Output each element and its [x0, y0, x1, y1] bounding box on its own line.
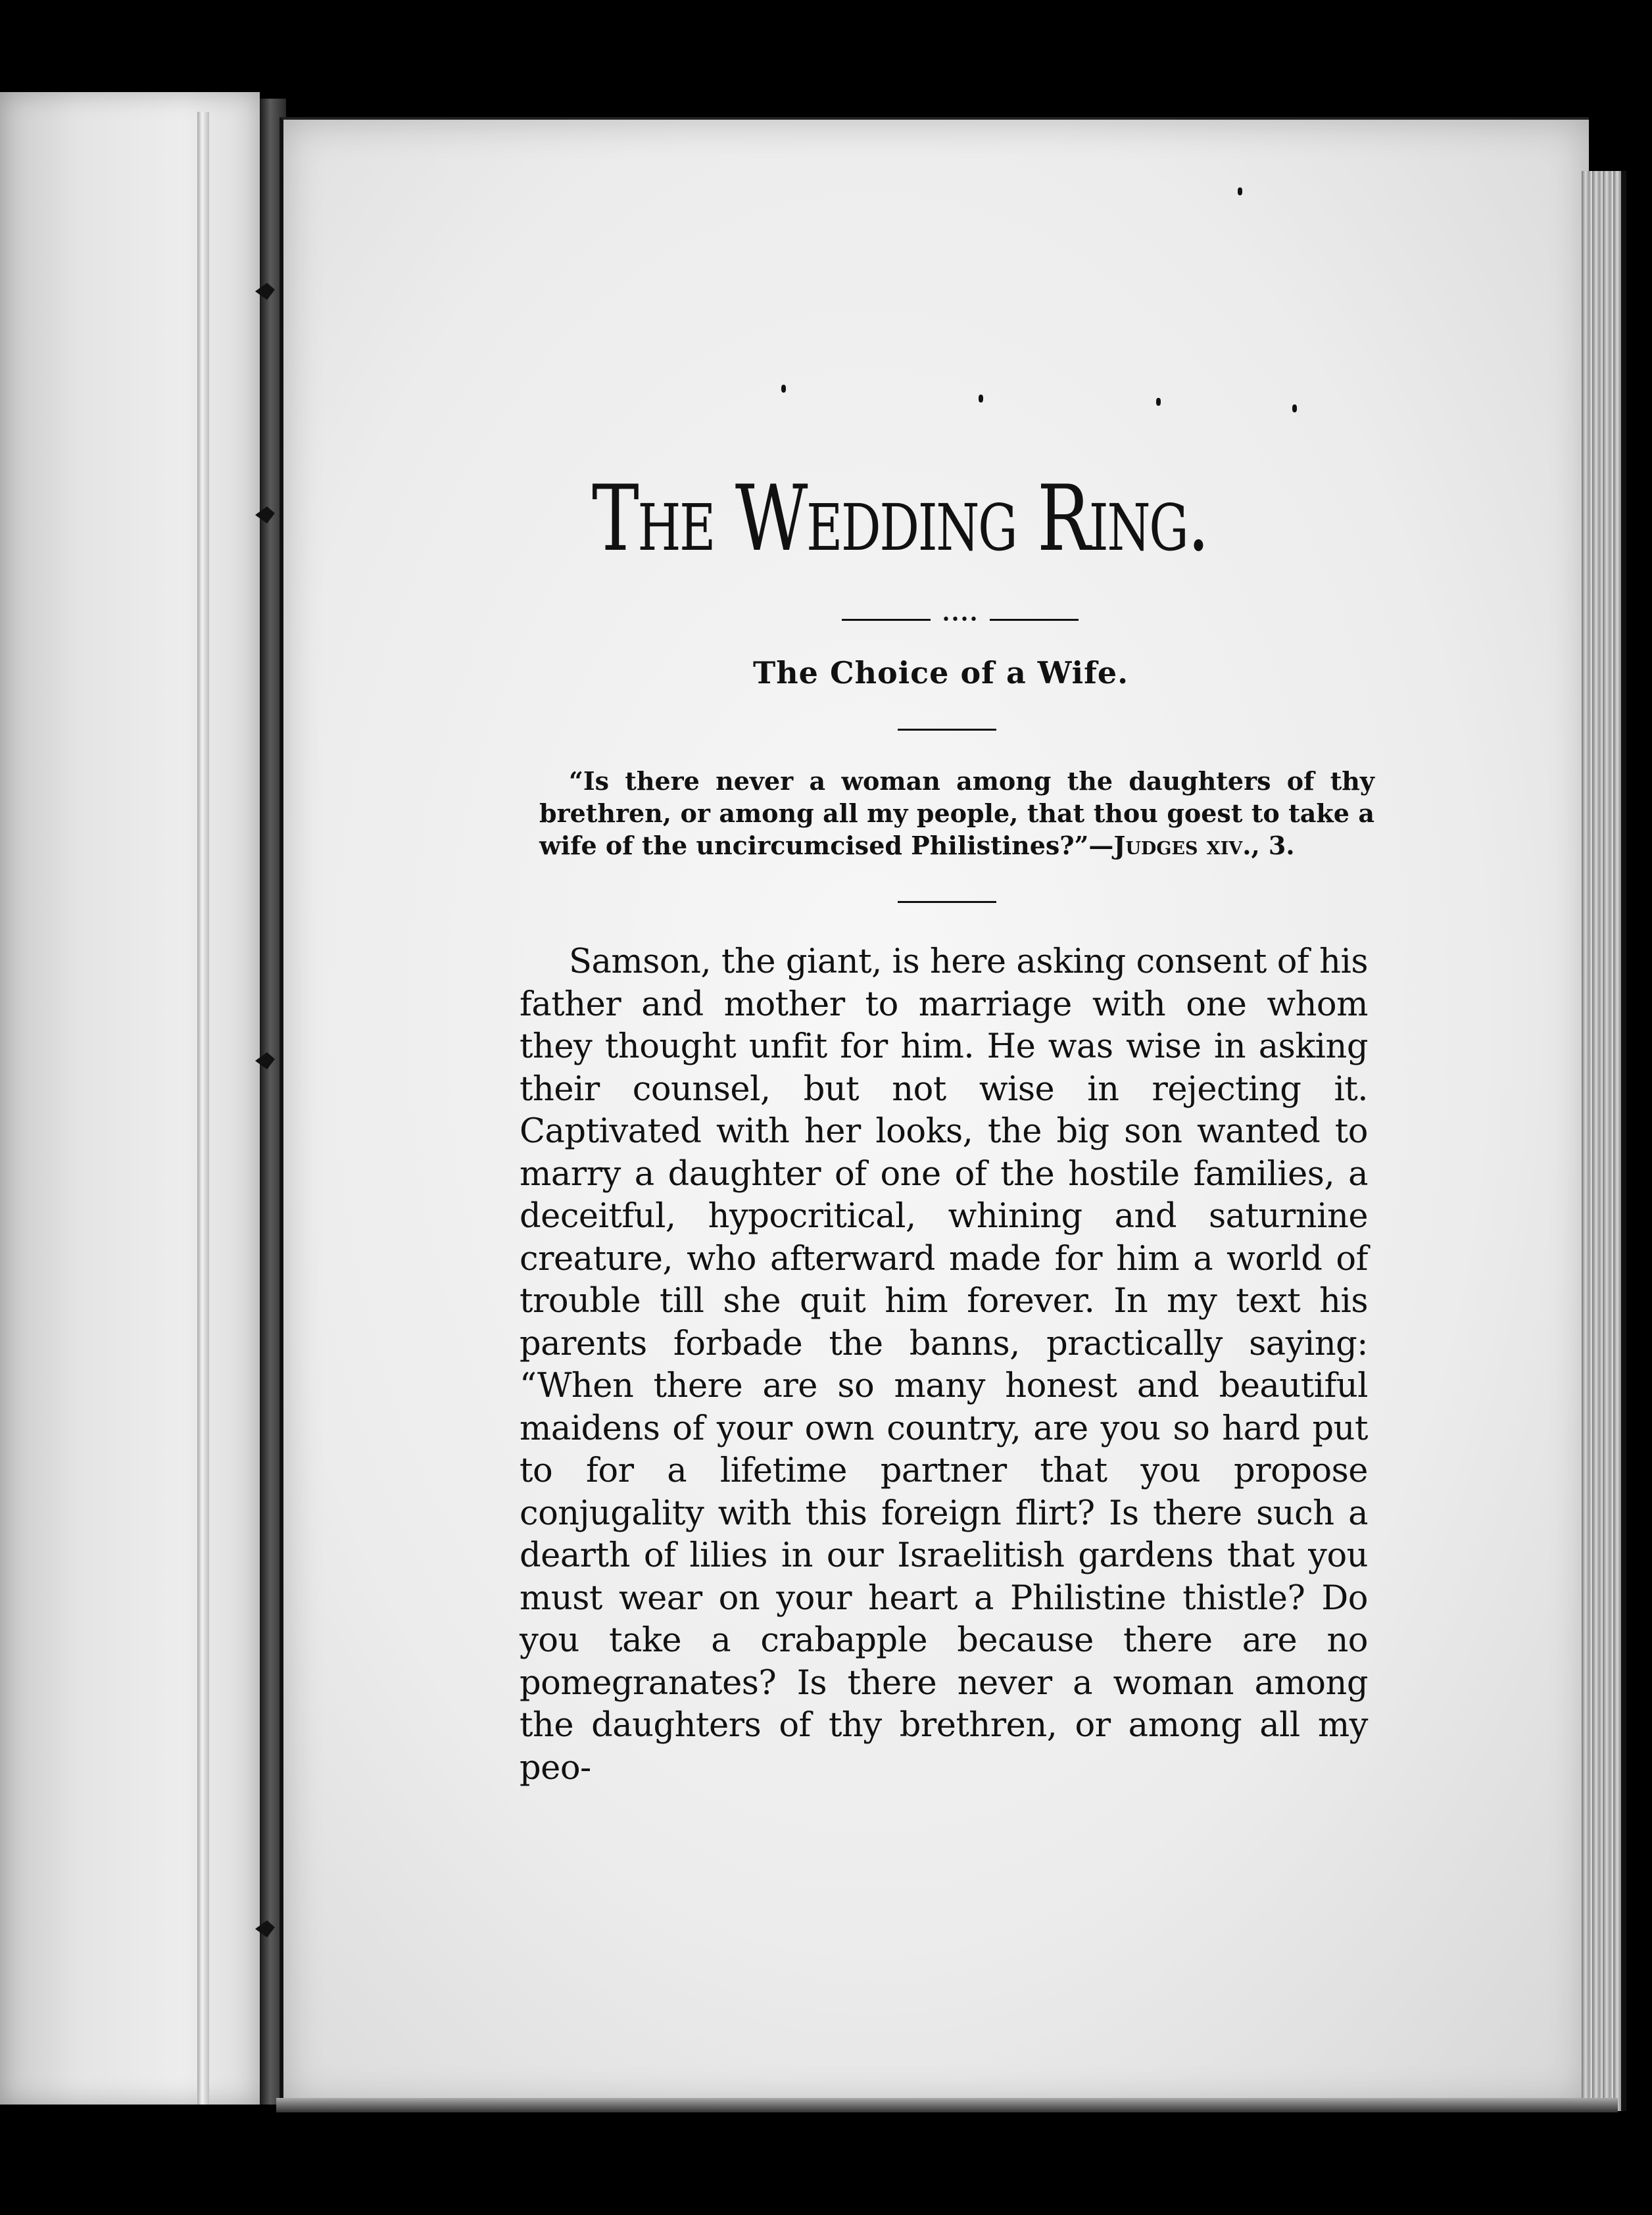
ornament-rule-left	[842, 619, 931, 621]
divider-rule	[898, 901, 996, 903]
epigraph-dash: —	[1088, 831, 1114, 860]
page-bottom-edge	[276, 2098, 1618, 2112]
left-endpaper	[0, 92, 260, 2105]
epigraph-quote: “Is there never a woman among the daughters of thy brethren, or among all my people, that thou goest to take a wife of the uncircumcised Philistines?”	[539, 766, 1374, 860]
ink-speck	[1238, 187, 1242, 195]
ink-speck	[1292, 404, 1297, 412]
endpaper-fold	[197, 112, 209, 2105]
epigraph	[539, 765, 1374, 862]
page-content	[520, 466, 1374, 1789]
epigraph-citation: Judges xiv., 3.	[1113, 831, 1295, 860]
ornament-rule-right	[990, 619, 1079, 621]
ink-speck	[1156, 398, 1161, 406]
ornament-dots: ••••	[942, 612, 979, 628]
body-paragraph: Samson, the giant, is here asking consent of his father and mother to marriage with one whom they thought unfit for him. He was wise in asking their counsel, but not wise in rejecting it. Captivated with her looks, the big son wanted to marry a daughter of one of the hostile families, a deceitful, hypocritical, whining and saturnine creature, who afterward made for him a world of trouble till she quit him forever. In my text his parents forbade the banns, practically saying: “When there are so many honest and beautiful maidens of your own country, are you so hard put to for a lifetime partner that you propose conjugality with this foreign flirt? Is there such a dearth of lilies in our Israelitish gardens that you must wear on your heart a Philistine thistle? Do you take a crabapple because there are no pomegranates? Is there never a woman among the daughters of thy brethren, or among all my peo-	[520, 942, 1368, 1788]
book-title: The Wedding Ring.	[592, 466, 1209, 572]
ink-speck	[979, 395, 983, 402]
divider-rule	[898, 729, 996, 731]
ink-speck	[781, 385, 786, 393]
title-ornament	[842, 610, 1079, 630]
page-edge	[1582, 171, 1626, 2111]
chapter-title: The Choice of a Wife.	[753, 655, 1129, 691]
